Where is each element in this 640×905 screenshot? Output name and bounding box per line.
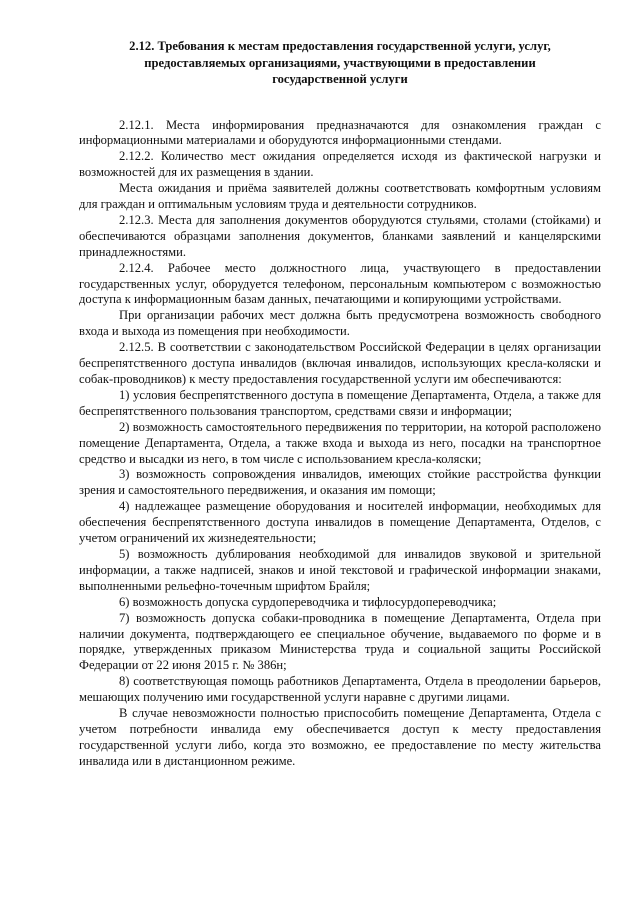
section-heading-line: государственной услуги — [272, 72, 408, 86]
list-item-6: 6) возможность допуска сурдопереводчика и тифлосурдопереводчика; — [119, 594, 497, 609]
document-page — [79, 38, 601, 770]
paragraph-waiting-places: Места ожидания и приёма заявителей должны соответствовать комфортным условиям для граждан и оптимальным условиям труда и деятельности сотрудников. — [79, 181, 601, 212]
paragraph-2-12-1: 2.12.1. Места информирования предназначаются для ознакомления граждан с информационными материалами и оборудуются информационными стендами. — [79, 117, 601, 148]
paragraph-2-12-2: 2.12.2. Количество мест ожидания определяется исходя из фактической нагрузки и возможностей для их размещения в здании. — [79, 149, 601, 180]
section-heading-line: 2.12. Требования к местам предоставления государственной услуги, услуг, — [129, 39, 551, 53]
paragraph-2-12-3: 2.12.3. Места для заполнения документов оборудуются стульями, столами (стойками) и обеспечиваются образцами заполнения документов, бланками заявлений и канцелярскими принадлежностями. — [79, 212, 601, 259]
section-heading-line: предоставляемых организациями, участвующими в предоставлении — [144, 55, 536, 70]
paragraph-impossibility-case: В случае невозможности полностью приспособить помещение Департамента, Отдела с учетом потребности инвалида ему обеспечивается доступ к месту предоставления государственной услуги либо, когда это возможно, ее предоставление по месту жительства инвалида или в дистанционном режиме. — [79, 706, 601, 768]
section-heading — [79, 38, 601, 88]
paragraph-workplaces: При организации рабочих мест должна быть предусмотрена возможность свободного входа и выхода из помещения при необходимости. — [79, 308, 601, 339]
list-item-3: 3) возможность сопровождения инвалидов, имеющих стойкие расстройства функции зрения и самостоятельного передвижения, и оказания им помощи; — [79, 467, 601, 498]
paragraph-2-12-5: 2.12.5. В соответствии с законодательством Российской Федерации в целях организации беспрепятственного доступа инвалидов (включая инвалидов, использующих кресла-коляски и собак-проводников) к месту предоставления государственной услуги им обеспечиваются: — [79, 340, 601, 386]
section-body — [79, 118, 601, 770]
list-item-5: 5) возможность дублирования необходимой для инвалидов звуковой и зрительной информации, а также надписей, знаков и иной текстовой и графической информации знаками, выполненными рельефно-точечным шрифтом Брайля; — [79, 546, 601, 593]
list-item-1: 1) условия беспрепятственного доступа в помещение Департамента, Отдела, а также для беспрепятственного пользования транспортом, средствами связи и информации; — [79, 387, 601, 418]
list-item-8: 8) соответствующая помощь работников Департамента, Отдела в преодолении барьеров, мешающих получению ими государственной услуги наравне с другими лицами. — [79, 674, 601, 705]
list-item-2: 2) возможность самостоятельного передвижения по территории, на которой расположено помещение Департамента, Отдела, а также входа и выхода из него, посадки на транспортное средство и высадки из него, в том числе с использованием кресла-коляски; — [79, 419, 601, 466]
paragraph-2-12-4: 2.12.4. Рабочее место должностного лица, участвующего в предоставлении государственных услуг, оборудуется телефоном, персональным компьютером с возможностью доступа к информационным базам данных, печатающими и копирующими устройствами. — [79, 260, 601, 307]
list-item-4: 4) надлежащее размещение оборудования и носителей информации, необходимых для обеспечения беспрепятственного доступа инвалидов в помещение Департамента, Отделов, с учетом ограничений их жизнедеятельности; — [79, 499, 601, 546]
list-item-7: 7) возможность допуска собаки-проводника в помещение Департамента, Отдела при наличии документа, подтверждающего ее специальное обучение, выдаваемого по форме и в порядке, утвержденных приказом Министерства труда и социальной защиты Российской Федерации от 22 июня 2015 г. № 386н; — [79, 610, 601, 673]
